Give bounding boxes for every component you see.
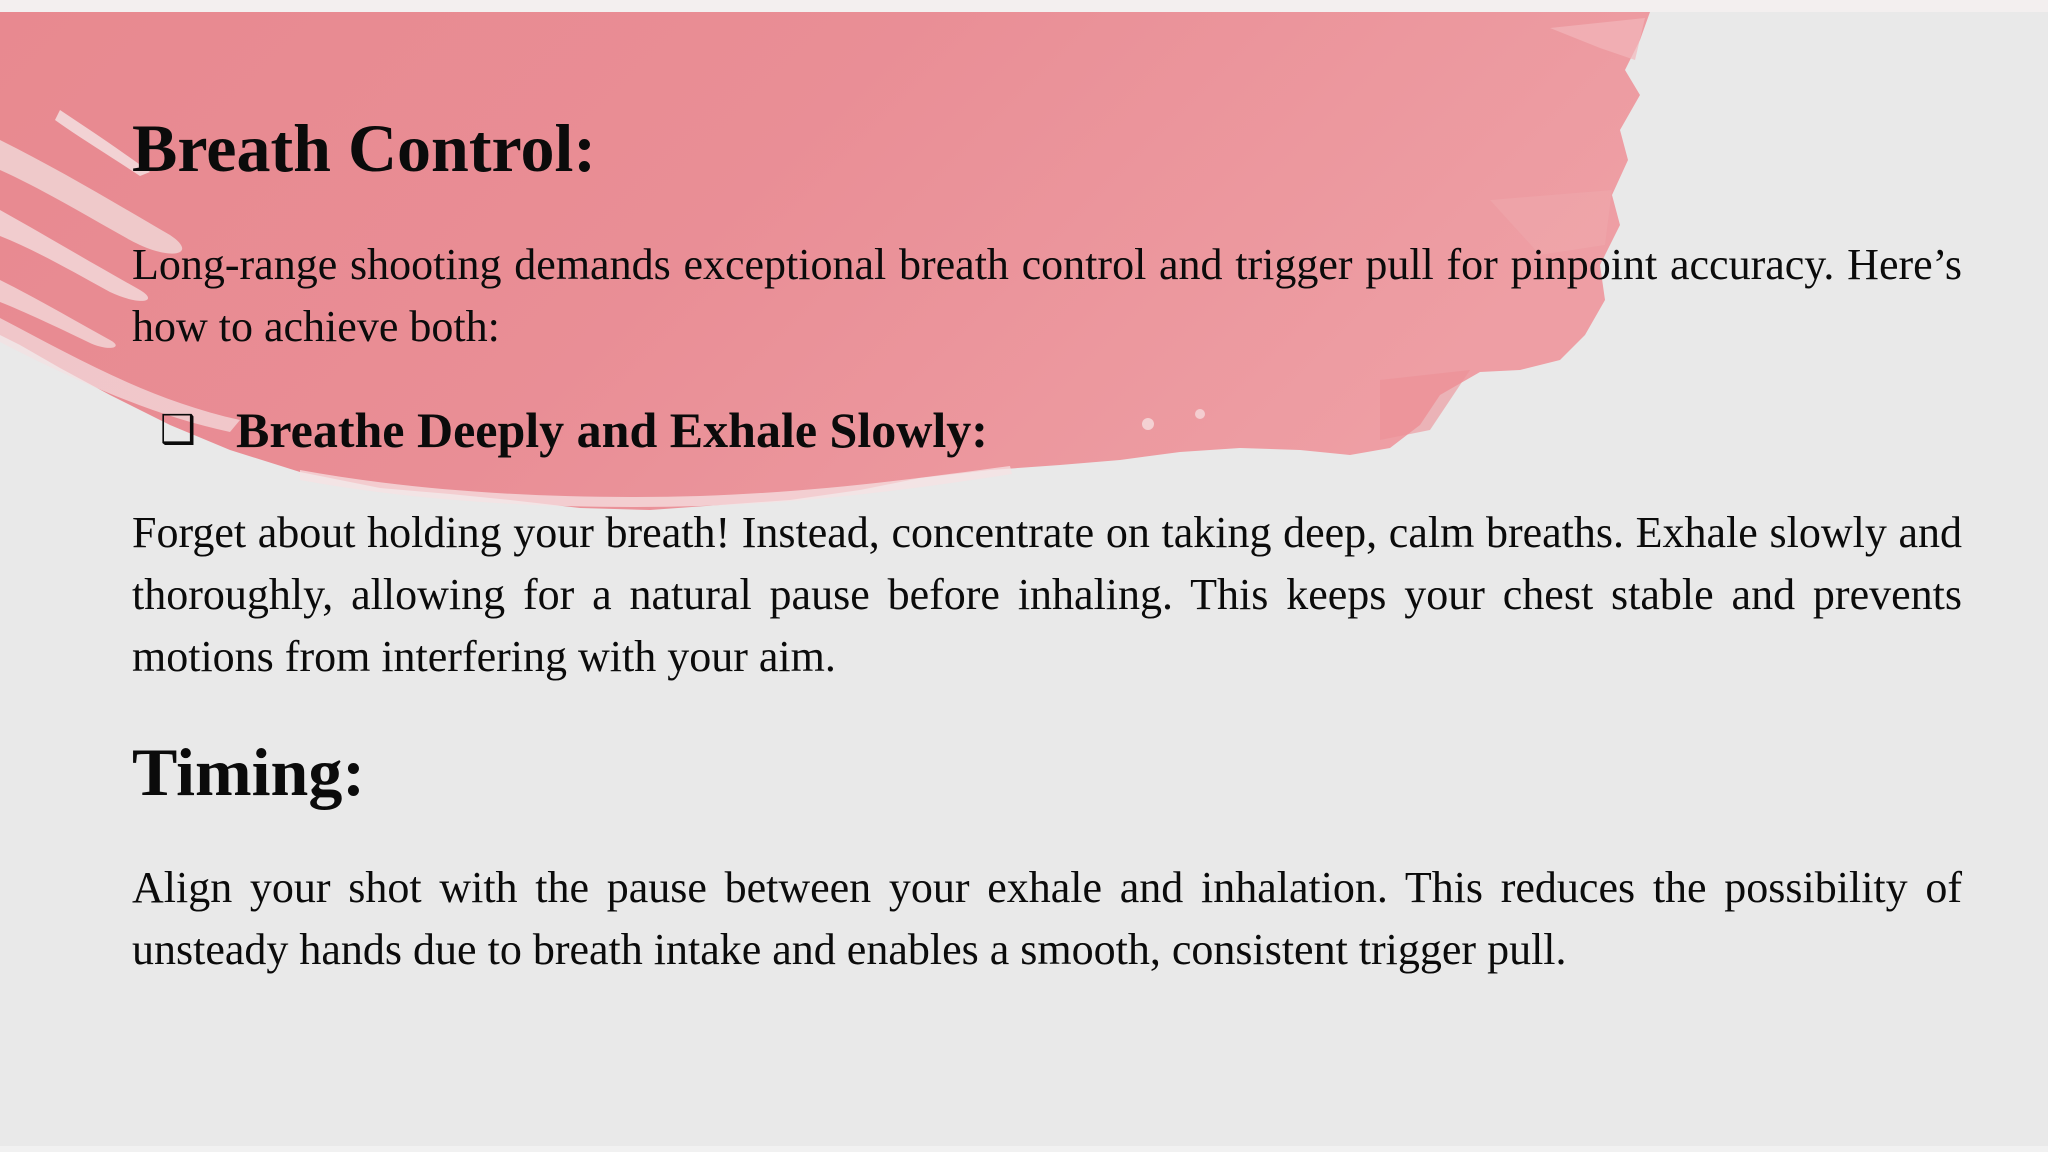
breathe-body-paragraph: Forget about holding your breath! Instead, concentrate on taking deep, calm breaths. Exhale slowly and thoroughly, allowing for a natural pause before inhaling. This keeps your chest stable and prevents motions from interfering with your aim. [132, 508, 1962, 681]
breath-control-heading: Breath Control: [132, 110, 597, 186]
bullet-title: Breathe Deeply and Exhale Slowly: [236, 402, 988, 458]
bottom-border [0, 1146, 2048, 1152]
breath-control-intro: Long-range shooting demands exceptional breath control and trigger pull for pinpoint accuracy. Here’s how to achieve both: [132, 240, 1962, 351]
bullet-breathe-deeply [160, 398, 988, 462]
timing-body-paragraph: Align your shot with the pause between your exhale and inhalation. This reduces the possibility of unsteady hands due to breath intake and enables a smooth, consistent trigger pull. [132, 863, 1962, 974]
checkbox-bullet-icon: ❑ [160, 407, 196, 453]
timing-heading: Timing: [132, 734, 366, 810]
